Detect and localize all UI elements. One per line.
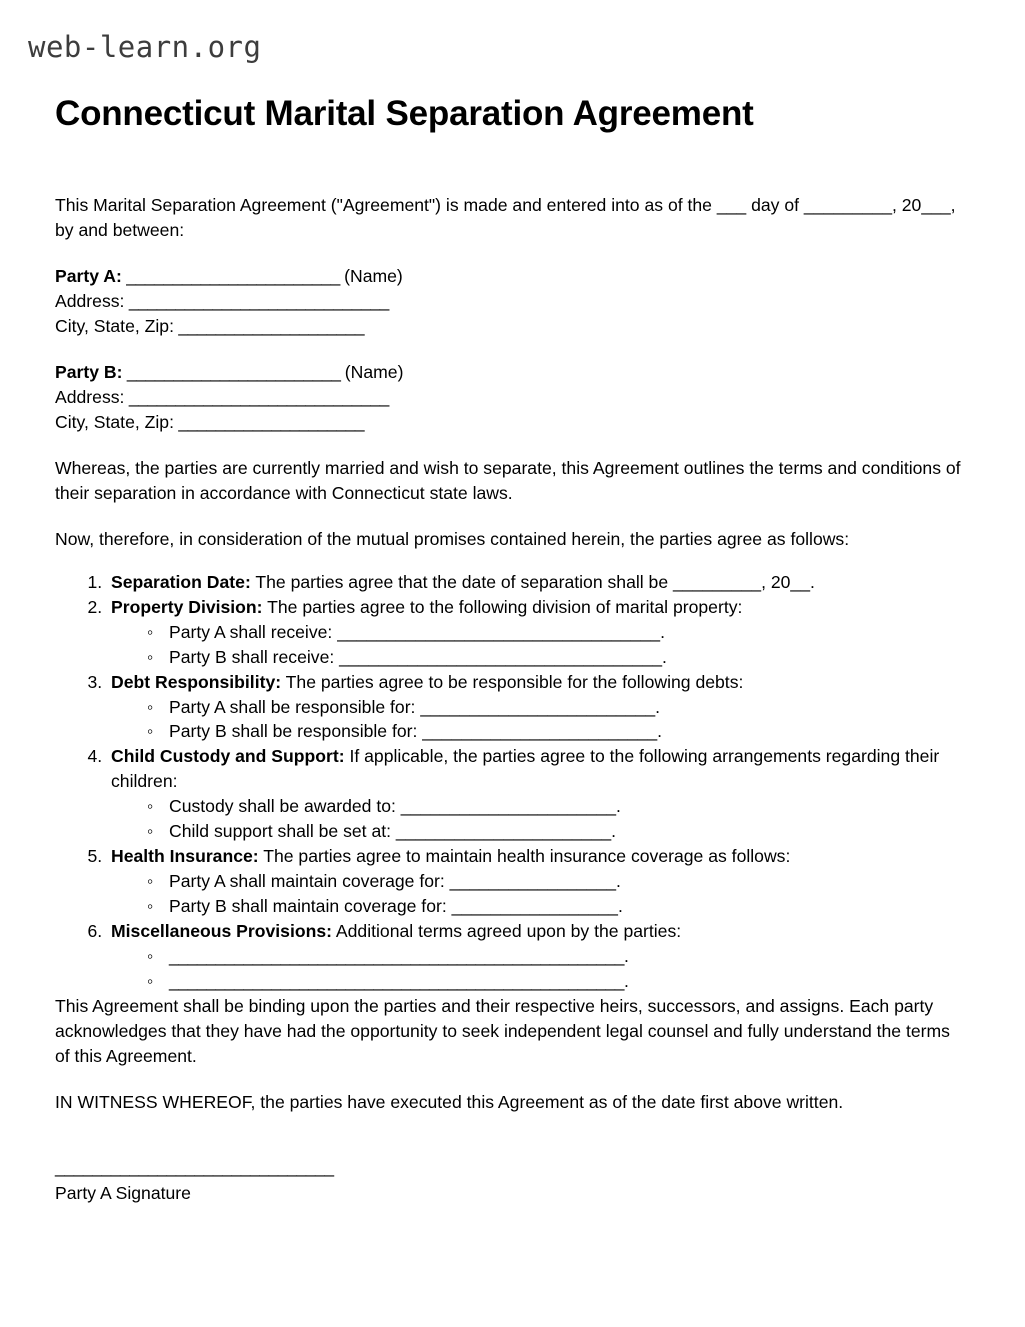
party-a-name-fill[interactable]: _______________________ bbox=[121, 265, 345, 286]
term-item bbox=[107, 844, 965, 919]
party-b-address-line bbox=[55, 385, 965, 410]
term-subitem[interactable]: ◦ Party B shall maintain coverage for: _________________. bbox=[147, 894, 965, 919]
page-title: Connecticut Marital Separation Agreement bbox=[55, 94, 754, 134]
whereas-paragraph: Whereas, the parties are currently married and wish to separate, this Agreement outlines the terms and conditions of their separation in accordance with Connecticut state laws. bbox=[55, 457, 961, 503]
party-a-label: Party A: bbox=[55, 265, 122, 286]
party-b-citystatezip-fill[interactable]: ____________________ bbox=[173, 411, 365, 432]
party-a-address-fill[interactable]: ____________________________ bbox=[124, 290, 389, 311]
term-subitem[interactable]: ◦ Party A shall maintain coverage for: _________________. bbox=[147, 869, 965, 894]
party-a-name-line bbox=[55, 264, 965, 289]
party-a-signature-label: Party A Signature bbox=[55, 1182, 191, 1203]
party-a-address-line bbox=[55, 289, 965, 314]
party-b-name-fill[interactable]: _______________________ bbox=[122, 361, 345, 382]
term-subitem[interactable]: ◦ Party A shall be responsible for: ________________________. bbox=[147, 695, 965, 720]
party-b-citystatezip-label: City, State, Zip: bbox=[55, 411, 174, 432]
term-heading: Health Insurance: bbox=[111, 846, 259, 867]
term-text: The parties agree that the date of separation shall be _________, 20__. bbox=[250, 571, 815, 592]
term-subitems bbox=[111, 695, 965, 745]
term-heading: Debt Responsibility: bbox=[111, 671, 282, 692]
signature-block bbox=[55, 1159, 965, 1206]
term-item bbox=[107, 570, 965, 595]
term-text: If applicable, the parties agree to the following arrangements regarding their children: bbox=[111, 746, 940, 792]
term-text: The parties agree to maintain health insurance coverage as follows: bbox=[258, 846, 791, 867]
party-a-block bbox=[55, 264, 965, 339]
party-a-address-label: Address: bbox=[55, 290, 125, 311]
intro-paragraph: This Marital Separation Agreement ("Agreement") is made and entered into as of the ___ day of _________, 20___, by and between: bbox=[55, 195, 956, 240]
party-a-signature-line[interactable]: ______________________________ bbox=[55, 1157, 334, 1177]
term-heading: Separation Date: bbox=[111, 571, 251, 592]
party-a-citystatezip-fill[interactable]: ____________________ bbox=[173, 315, 365, 336]
term-heading: Miscellaneous Provisions: bbox=[111, 921, 332, 942]
term-item bbox=[107, 670, 965, 745]
term-subitem[interactable]: ◦ _________________________________________________. bbox=[147, 969, 965, 994]
term-subitem[interactable]: ◦ _________________________________________________. bbox=[147, 944, 965, 969]
binding-paragraph: This Agreement shall be binding upon the parties and their respective heirs, successors, and assigns. Each party acknowledges that they have had the opportunity to seek independent legal counsel and fully understand the terms of this Agreement. bbox=[55, 996, 950, 1067]
party-b-citystatezip-line bbox=[55, 410, 965, 435]
term-subitem[interactable]: ◦ Party B shall receive: _________________________________. bbox=[147, 645, 965, 670]
now-therefore-paragraph: Now, therefore, in consideration of the mutual promises contained herein, the parties agree as follows: bbox=[55, 528, 850, 549]
term-text: The parties agree to the following division of marital property: bbox=[262, 596, 743, 617]
party-a-citystatezip-line bbox=[55, 314, 965, 339]
term-subitem[interactable]: ◦ Child support shall be set at: ______________________. bbox=[147, 819, 965, 844]
party-b-address-fill[interactable]: ____________________________ bbox=[124, 386, 389, 407]
term-item bbox=[107, 595, 965, 670]
term-subitems bbox=[111, 944, 965, 994]
document-body bbox=[55, 193, 965, 1206]
term-text: Additional terms agreed upon by the parties: bbox=[331, 921, 682, 942]
term-heading: Child Custody and Support: bbox=[111, 746, 345, 767]
party-b-label: Party B: bbox=[55, 361, 123, 382]
term-subitem[interactable]: ◦ Party B shall be responsible for: ________________________. bbox=[147, 719, 965, 744]
witness-paragraph: IN WITNESS WHEREOF, the parties have executed this Agreement as of the date first above written. bbox=[55, 1092, 844, 1113]
party-a-name-hint: (Name) bbox=[344, 265, 403, 286]
term-item bbox=[107, 744, 965, 844]
term-subitems bbox=[111, 620, 965, 670]
term-subitems bbox=[111, 869, 965, 919]
party-a-citystatezip-label: City, State, Zip: bbox=[55, 315, 174, 336]
term-subitems bbox=[111, 794, 965, 844]
term-subitem[interactable]: ◦ Party A shall receive: _________________________________. bbox=[147, 620, 965, 645]
party-b-name-line bbox=[55, 360, 965, 385]
party-b-block bbox=[55, 360, 965, 435]
term-item bbox=[107, 919, 965, 994]
term-text: The parties agree to be responsible for the following debts: bbox=[281, 671, 744, 692]
terms-list bbox=[55, 570, 965, 994]
party-b-name-hint: (Name) bbox=[344, 361, 404, 382]
party-b-address-label: Address: bbox=[55, 386, 125, 407]
term-heading: Property Division: bbox=[111, 596, 263, 617]
site-brand: web-learn.org bbox=[28, 30, 262, 64]
term-subitem[interactable]: ◦ Custody shall be awarded to: ______________________. bbox=[147, 794, 965, 819]
